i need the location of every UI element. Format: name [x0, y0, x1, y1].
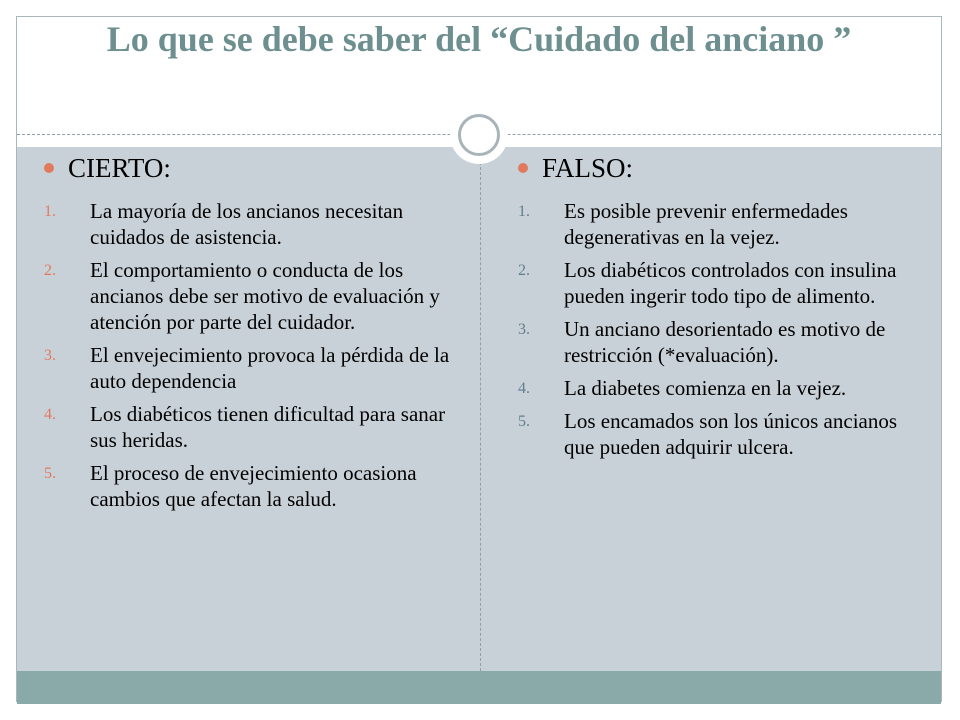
column-divider — [480, 147, 481, 671]
true-heading-label: CIERTO: — [68, 153, 171, 183]
list-item — [518, 408, 918, 460]
item-number: 5. — [44, 465, 56, 482]
item-text: Es posible prevenir enfermedades degenerativas en la vejez. — [564, 199, 848, 249]
item-number: 3. — [518, 321, 530, 338]
item-text: La diabetes comienza en la vejez. — [564, 376, 847, 400]
bullet-icon — [44, 163, 54, 173]
list-item — [44, 401, 464, 453]
item-number: 1. — [44, 203, 56, 220]
bullet-icon — [518, 163, 528, 173]
list-item — [44, 257, 464, 335]
item-number: 2. — [44, 262, 56, 279]
false-column — [518, 148, 918, 467]
item-number: 1. — [518, 203, 530, 220]
item-number: 5. — [518, 413, 530, 430]
item-text: Los diabéticos tienen dificultad para sanar sus heridas. — [90, 402, 446, 452]
item-number: 2. — [518, 262, 530, 279]
list-item — [44, 342, 464, 394]
item-text: El proceso de envejecimiento ocasiona cambios que afectan la salud. — [90, 461, 417, 511]
item-number: 3. — [44, 347, 56, 364]
list-item — [518, 257, 918, 309]
false-heading-label: FALSO: — [542, 153, 634, 183]
list-item — [518, 375, 918, 401]
item-text: El comportamiento o conducta de los ancianos debe ser motivo de evaluación y atención por parte del cuidador. — [90, 258, 440, 334]
list-item — [44, 460, 464, 512]
list-item — [518, 198, 918, 250]
item-text: La mayoría de los ancianos necesitan cuidados de asistencia. — [90, 199, 404, 249]
true-list — [44, 198, 464, 512]
item-text: Un anciano desorientado es motivo de restricción (*evaluación). — [564, 317, 886, 367]
false-heading — [518, 150, 918, 186]
item-text: Los encamados son los únicos ancianos que pueden adquirir ulcera. — [564, 409, 898, 459]
footer-band — [17, 671, 941, 704]
false-list — [518, 198, 918, 460]
item-number: 4. — [44, 406, 56, 423]
item-text: El envejecimiento provoca la pérdida de la auto dependencia — [90, 343, 450, 393]
true-heading — [44, 150, 464, 186]
circle-ring-icon — [458, 114, 500, 156]
slide-title: Lo que se debe saber del “Cuidado del anciano ” — [106, 19, 852, 59]
list-item — [44, 198, 464, 250]
list-item — [518, 316, 918, 368]
item-number: 4. — [518, 380, 530, 397]
item-text: Los diabéticos controlados con insulina pueden ingerir todo tipo de alimento. — [564, 258, 897, 308]
true-column — [44, 148, 464, 519]
